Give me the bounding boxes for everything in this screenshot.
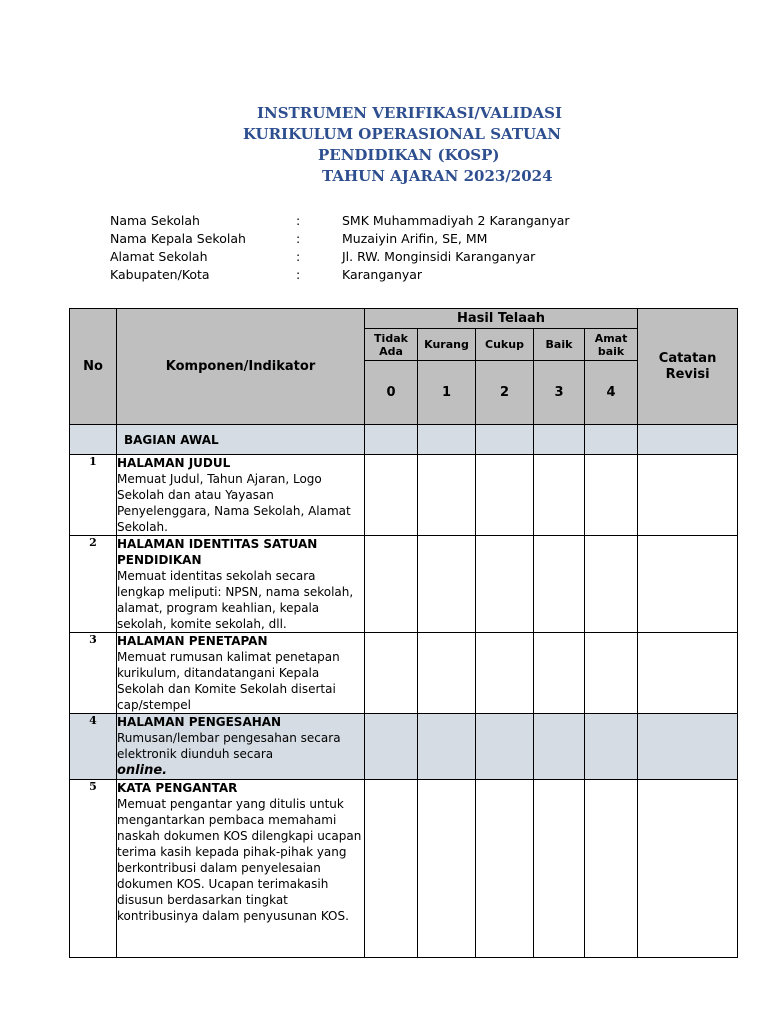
score-cell[interactable] bbox=[418, 536, 476, 633]
row-number: 4 bbox=[70, 714, 117, 780]
info-label: Alamat Sekolah bbox=[110, 249, 208, 264]
score-cell[interactable] bbox=[476, 714, 534, 780]
row-component bbox=[117, 780, 365, 958]
header-score-0: 0 bbox=[365, 361, 418, 425]
row-description: Rumusan/lembar pengesahan secara elektronik diunduh secara online. bbox=[117, 731, 341, 778]
info-value: Muzaiyin Arifin, SE, MM bbox=[342, 231, 488, 246]
row-number: 1 bbox=[70, 455, 117, 536]
score-cell[interactable] bbox=[585, 425, 638, 455]
section-title: BAGIAN AWAL bbox=[117, 425, 365, 455]
row-number: 5 bbox=[70, 780, 117, 958]
row-component bbox=[117, 714, 365, 780]
header-scale-4: Amat baik bbox=[585, 329, 638, 361]
row-description: Memuat identitas sekolah secara lengkap meliputi: NPSN, nama sekolah, alamat, program keahlian, kepala sekolah, komite sekolah, dll. bbox=[117, 569, 354, 631]
score-cell[interactable] bbox=[534, 633, 585, 714]
title-line-1: INSTRUMEN VERIFIKASI/VALIDASI bbox=[257, 104, 563, 122]
info-colon: : bbox=[296, 249, 301, 264]
row-component bbox=[117, 633, 365, 714]
notes-cell[interactable] bbox=[638, 425, 738, 455]
score-cell[interactable] bbox=[418, 714, 476, 780]
header-scale-1: Kurang bbox=[418, 329, 476, 361]
score-cell[interactable] bbox=[585, 780, 638, 958]
score-cell[interactable] bbox=[418, 633, 476, 714]
verification-table bbox=[69, 308, 738, 958]
row-number: 2 bbox=[70, 536, 117, 633]
row-title: HALAMAN IDENTITAS SATUAN PENDIDIKAN bbox=[117, 537, 318, 567]
info-value: Karanganyar bbox=[342, 267, 423, 282]
notes-cell[interactable] bbox=[638, 633, 738, 714]
score-cell[interactable] bbox=[534, 536, 585, 633]
score-cell[interactable] bbox=[534, 714, 585, 780]
score-cell[interactable] bbox=[585, 633, 638, 714]
score-cell[interactable] bbox=[534, 455, 585, 536]
row-title: HALAMAN JUDUL bbox=[117, 456, 231, 470]
score-cell[interactable] bbox=[476, 780, 534, 958]
score-cell[interactable] bbox=[418, 780, 476, 958]
row-description: Memuat pengantar yang ditulis untuk mengantarkan pembaca memahami naskah dokumen KOS dilengkapi ucapan terima kasih kepada pihak-pihak yang berkontribusi dalam penyelesaian dokumen KOS. Ucapan terimakasih disusun berdasarkan tingkat kontribusinya dalam penyusunan KOS. bbox=[117, 797, 362, 923]
header-catatan: Catatan bbox=[658, 350, 717, 366]
header-score-4: 4 bbox=[585, 361, 638, 425]
info-colon: : bbox=[296, 267, 301, 282]
table-row bbox=[70, 714, 738, 780]
score-cell[interactable] bbox=[418, 455, 476, 536]
school-info bbox=[110, 212, 710, 284]
row-title: HALAMAN PENGESAHAN bbox=[117, 715, 282, 729]
section-row bbox=[70, 425, 738, 455]
score-cell[interactable] bbox=[534, 425, 585, 455]
score-cell[interactable] bbox=[476, 455, 534, 536]
header-no: No bbox=[70, 309, 117, 425]
info-row-principal bbox=[110, 230, 710, 248]
row-description: Memuat rumusan kalimat penetapan kurikulum, ditandatangani Kepala Sekolah dan Komite Sekolah disertai cap/stempel bbox=[117, 650, 340, 712]
section-no bbox=[70, 425, 117, 455]
row-description-emphasis: online. bbox=[117, 763, 168, 778]
score-cell[interactable] bbox=[365, 633, 418, 714]
info-value: Jl. RW. Monginsidi Karanganyar bbox=[342, 249, 536, 264]
score-cell[interactable] bbox=[365, 780, 418, 958]
table-row bbox=[70, 455, 738, 536]
info-label: Kabupaten/Kota bbox=[110, 267, 210, 282]
notes-cell[interactable] bbox=[638, 455, 738, 536]
score-cell[interactable] bbox=[418, 425, 476, 455]
title-line-4: TAHUN AJARAN 2023/2024 bbox=[322, 167, 553, 185]
info-label: Nama Kepala Sekolah bbox=[110, 231, 246, 246]
header-score-2: 2 bbox=[476, 361, 534, 425]
notes-cell[interactable] bbox=[638, 780, 738, 958]
score-cell[interactable] bbox=[476, 633, 534, 714]
score-cell[interactable] bbox=[476, 425, 534, 455]
header-revisi: Revisi bbox=[665, 366, 710, 382]
header-score-3: 3 bbox=[534, 361, 585, 425]
title-line-3: PENDIDIKAN (KOSP) bbox=[318, 146, 500, 164]
score-cell[interactable] bbox=[585, 455, 638, 536]
row-title: HALAMAN PENETAPAN bbox=[117, 634, 268, 648]
score-cell[interactable] bbox=[476, 536, 534, 633]
row-description: Memuat Judul, Tahun Ajaran, Logo Sekolah dan atau Yayasan Penyelenggara, Nama Sekolah, Alamat Sekolah. bbox=[117, 472, 351, 534]
header-hasil-telaah: Hasil Telaah bbox=[365, 309, 638, 329]
header-scale-3: Baik bbox=[534, 329, 585, 361]
row-component bbox=[117, 536, 365, 633]
info-row-address bbox=[110, 248, 710, 266]
header-scale-0: Tidak Ada bbox=[365, 329, 418, 361]
score-cell[interactable] bbox=[365, 536, 418, 633]
score-cell[interactable] bbox=[365, 714, 418, 780]
info-row-regency bbox=[110, 266, 710, 284]
score-cell[interactable] bbox=[585, 714, 638, 780]
title-line-2: KURIKULUM OPERASIONAL SATUAN bbox=[243, 125, 561, 143]
row-component bbox=[117, 455, 365, 536]
header-score-1: 1 bbox=[418, 361, 476, 425]
score-cell[interactable] bbox=[534, 780, 585, 958]
info-colon: : bbox=[296, 231, 301, 246]
header-row-1 bbox=[70, 309, 738, 329]
row-number: 3 bbox=[70, 633, 117, 714]
table-row bbox=[70, 536, 738, 633]
row-title: KATA PENGANTAR bbox=[117, 781, 238, 795]
header-catatan-revisi bbox=[638, 309, 738, 425]
score-cell[interactable] bbox=[585, 536, 638, 633]
table-row bbox=[70, 633, 738, 714]
notes-cell[interactable] bbox=[638, 536, 738, 633]
score-cell[interactable] bbox=[365, 455, 418, 536]
info-label: Nama Sekolah bbox=[110, 213, 200, 228]
score-cell[interactable] bbox=[365, 425, 418, 455]
notes-cell[interactable] bbox=[638, 714, 738, 780]
header-scale-2: Cukup bbox=[476, 329, 534, 361]
table-row bbox=[70, 780, 738, 958]
info-value: SMK Muhammadiyah 2 Karanganyar bbox=[342, 213, 570, 228]
header-komponen: Komponen/Indikator bbox=[117, 309, 365, 425]
info-row-school-name bbox=[110, 212, 710, 230]
info-colon: : bbox=[296, 213, 301, 228]
